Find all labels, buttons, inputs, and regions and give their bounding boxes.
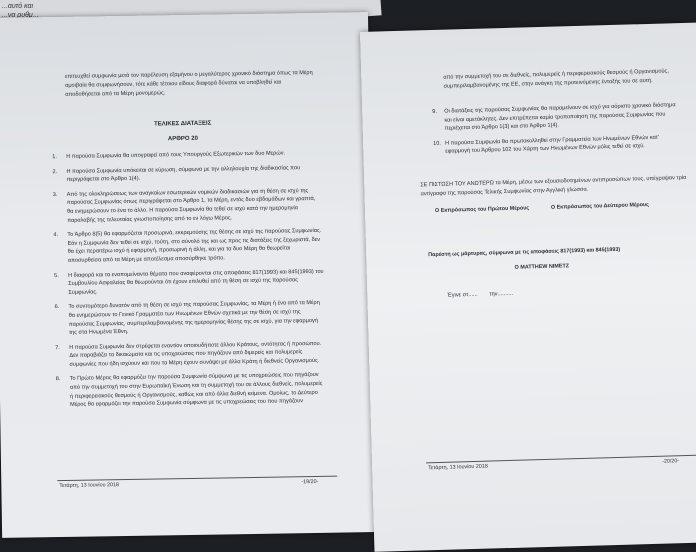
- item-number: 2.: [52, 168, 58, 175]
- item-text: Το Άρθρο 8(5) θα εφαρμόζεται προσωρινά, εκκρεμούσης της θέσης σε ισχύ της παρούσας Συμφωνίας. Εάν η Συμφωνία δεν τεθεί σε ισχύ, τούτη, στο σύνολό της και ως προς τις διατάξεις της ξεχωριστά, δεν θα έχει περαιτέρω ισχύ ή εφαρμογή, προσωρινή ή άλλη, και για τα δυο Μέρη θα θεωρείται αποσυρθείσα από τα Μέρη με αποτέλεσμα αποσύρθηκε τρόπο.: [67, 228, 322, 264]
- signature-first-party: Ο Εκπρόσωπος του Πρώτου Μέρους: [434, 205, 530, 214]
- done-at: Έγινε στ......: [447, 291, 478, 299]
- list-item: [52, 149, 322, 162]
- item-text: Η παρούσα Συμφωνία δεν στρέφεται εναντίον οποιουδήποτε άλλου Κράτους, οντότητας ή προσώπου. Δεν παραβιάζει τα δικαιώματα και τις υποχρεώσεις που πηγάζουν από διμερείς και πολυμερείς συμφωνίες που ήδη ισχύουν και που τα Μέρη έχουν συνάψει με άλλα Κράτη ή διεθνείς Οργανισμούς.: [69, 340, 322, 368]
- item-number: 3.: [52, 191, 58, 198]
- witness-clause: ΣΕ ΠΙΣΤΩΣΗ ΤΟΥ ΑΝΩΤΕΡΩ τα Μέρη, μέσω των εξουσιοδοτημένων αντιπροσώπων τους, υπέγραψαν τρία αντίγραφα της παρούσας Τελικής Συμφωνίας στην Αγγλική γλώσσα.: [420, 174, 687, 198]
- item-number: 9.: [432, 108, 438, 116]
- list-item: [53, 187, 324, 226]
- footer-date: Τετάρτη, 13 Ιουνίου 2018: [59, 482, 120, 490]
- item-number: 7.: [55, 344, 60, 351]
- article-items: [52, 149, 326, 416]
- item-number: 6.: [54, 304, 60, 311]
- intro-paragraph: επιτευχθεί συμφωνία μετά τον παρέλευση εξαμήνου ο μεγαλύτερος χρονικό διάστημα όπως τα Μέρη αμοιβαία θα συμφωνήσουν, τότε κάθε τέτοιου είδους διαφορά δύναται να υποβληθεί και αποδοθήσεται από τα Μέρη μονομερώς.: [64, 70, 313, 98]
- item-number: 8.: [55, 376, 61, 383]
- item-text: Η παρούσα Συμφωνία θα υπογραφεί από τους Υπουργούς Εξωτερικών των δυο Μερών.: [66, 150, 286, 160]
- list-item: [55, 340, 325, 370]
- signature-second-party: Ο Εκπρόσωπος του Δεύτερου Μέρους: [550, 202, 650, 211]
- list-item: [52, 163, 322, 184]
- item-text: Η διαφορά και τα εναπομείναντα θέματα που αναφέρονται στις αποφάσεις 817(1993) και 845(1993) του Συμβουλίου Ασφαλείας θα θεωρούνται ότι έχουν επιλυθεί από τη θέση σε ισχύ της παρούσας Συμφωνίας.: [68, 268, 324, 296]
- done-on: την..........: [489, 290, 514, 298]
- article-title: ΑΡΘΡΟ 20: [167, 135, 198, 143]
- item-number: 4.: [53, 232, 59, 239]
- item-text: Η παρούσα Συμφωνία υπόκειται σε κύρωση, σύμφωνα με την αλληλουχία της διαδικασίας που περιγράφεται στο Άρθρο 1(4).: [66, 164, 301, 184]
- scrap-line: ...να ρυθμ...: [2, 12, 39, 19]
- item-text: Το Πρώτο Μέρος θα εφαρμόζει την παρούσα Συμφωνία σύμφωνα με τις υποχρεώσεις που πηγάζουν από την συμμετοχή του στην Ευρωπαϊκή Ένωση και τη συμμετοχή του σε άλλους διεθνείς, πολυμερείς ή περιφερειακούς θεσμούς ή Οργανισμούς, καθώς και από άλλα διεθνή κείμενα. Ομοίως, το Δεύτερο Μέρος θα εφαρμόζει την παρούσα Συμφωνία σύμφωνα με τις υποχρεώσεις του που πηγάζουν: [69, 372, 323, 409]
- left-page: [0, 12, 376, 538]
- continuation-paragraph: από την συμμετοχή του σε διεθνείς, πολυμερείς ή περιφερειακούς θεσμούς ή Οργανισμούς, συμπεριλαμβανομένης της ΕΕ, στην ανάγκη της προτεινόμενης ένταξής του σε αυτή.: [443, 68, 669, 90]
- item-text: Οι διατάξεις της παρούσας Συμφωνίας θα παραμείνουν σε ισχύ για αόριστο χρονικό διάστημα και είναι αμετάκλητες. Δεν επιτρέπεται καμία τροποποίηση της παρούσας Συμφωνίας που περιέχεται στο Άρθρο 1(3) και στο Άρθρο 1(4).: [444, 102, 676, 132]
- section-title: ΤΕΛΙΚΕΣ ΔΙΑΤΑΞΕΙΣ: [154, 120, 212, 128]
- scrap-line: ...αυτό και: [2, 3, 34, 10]
- witness-line: Παρέστη ως μάρτυρας, σύμφωνα με τις αποφάσεις 817(1993) και 845(1993): [428, 246, 621, 259]
- item-number: 5.: [54, 272, 59, 279]
- article-items-continued: [432, 101, 678, 163]
- list-item: [54, 299, 325, 338]
- footer-date: Τετάρτη, 13 Ιουνίου 2018: [428, 463, 488, 472]
- footer-page-number: -20/20-: [662, 458, 680, 465]
- footer-rule: [57, 476, 337, 481]
- item-text: Το συντομότερο δυνατόν από τη θέση σε ισχύ της παρούσας Συμφωνίας, τα Μέρη ή ένα από τα Μέρη θα ενημερώσουν το Γενικό Γραμματέα των Ηνωμένων Εθνών σχετικά με την θέση σε ισχύ της παρούσας Συμφωνίας, συμπεριλαμβανομένης της ημερομηνίας θέσης της σε ισχύ, για την εφαρμογή της στα Ηνωμένα Έθνη.: [68, 300, 320, 336]
- item-number: 1.: [52, 154, 57, 161]
- list-item: [54, 267, 324, 297]
- list-item: [53, 227, 324, 266]
- item-text: Από της ολοκληρώσεως των αναγκαίων εσωτερικών νομικών διαδικασιών για τη θέση σε ισχύ της παρούσας Συμφωνίας όπως περιγράφεται στο Άρθρο 1, τα Μέρη, εντός δυο εβδομάδων και γραπτά, θα ενημερώσουν το ένα το άλλο. Η παρούσα Συμφωνία θα τεθεί σε ισχύ κατά την ημερομηνία παραλαβής της τελευταίας γνωστοποίησης από το εν λόγω Μέρος.: [66, 187, 316, 224]
- right-page: [360, 23, 696, 552]
- witness-name: Ο MATTHEW NIMETZ: [514, 263, 570, 271]
- list-item: [432, 101, 678, 134]
- list-item: [56, 371, 327, 410]
- footer-rule: [426, 455, 696, 464]
- item-number: 10.: [433, 140, 442, 147]
- list-item: [433, 133, 678, 157]
- item-text: Η παρούσα Συμφωνία θα πρωτοκολληθεί στην Γραμματεία των Ηνωμένων Εθνών κατ' εφαρμογή του Άρθρου 102 του Χάρτη των Ηνωμένων Εθνών μόλις τεθεί σε ισχύ.: [445, 134, 660, 156]
- footer-page-number: -19/20-: [301, 478, 319, 486]
